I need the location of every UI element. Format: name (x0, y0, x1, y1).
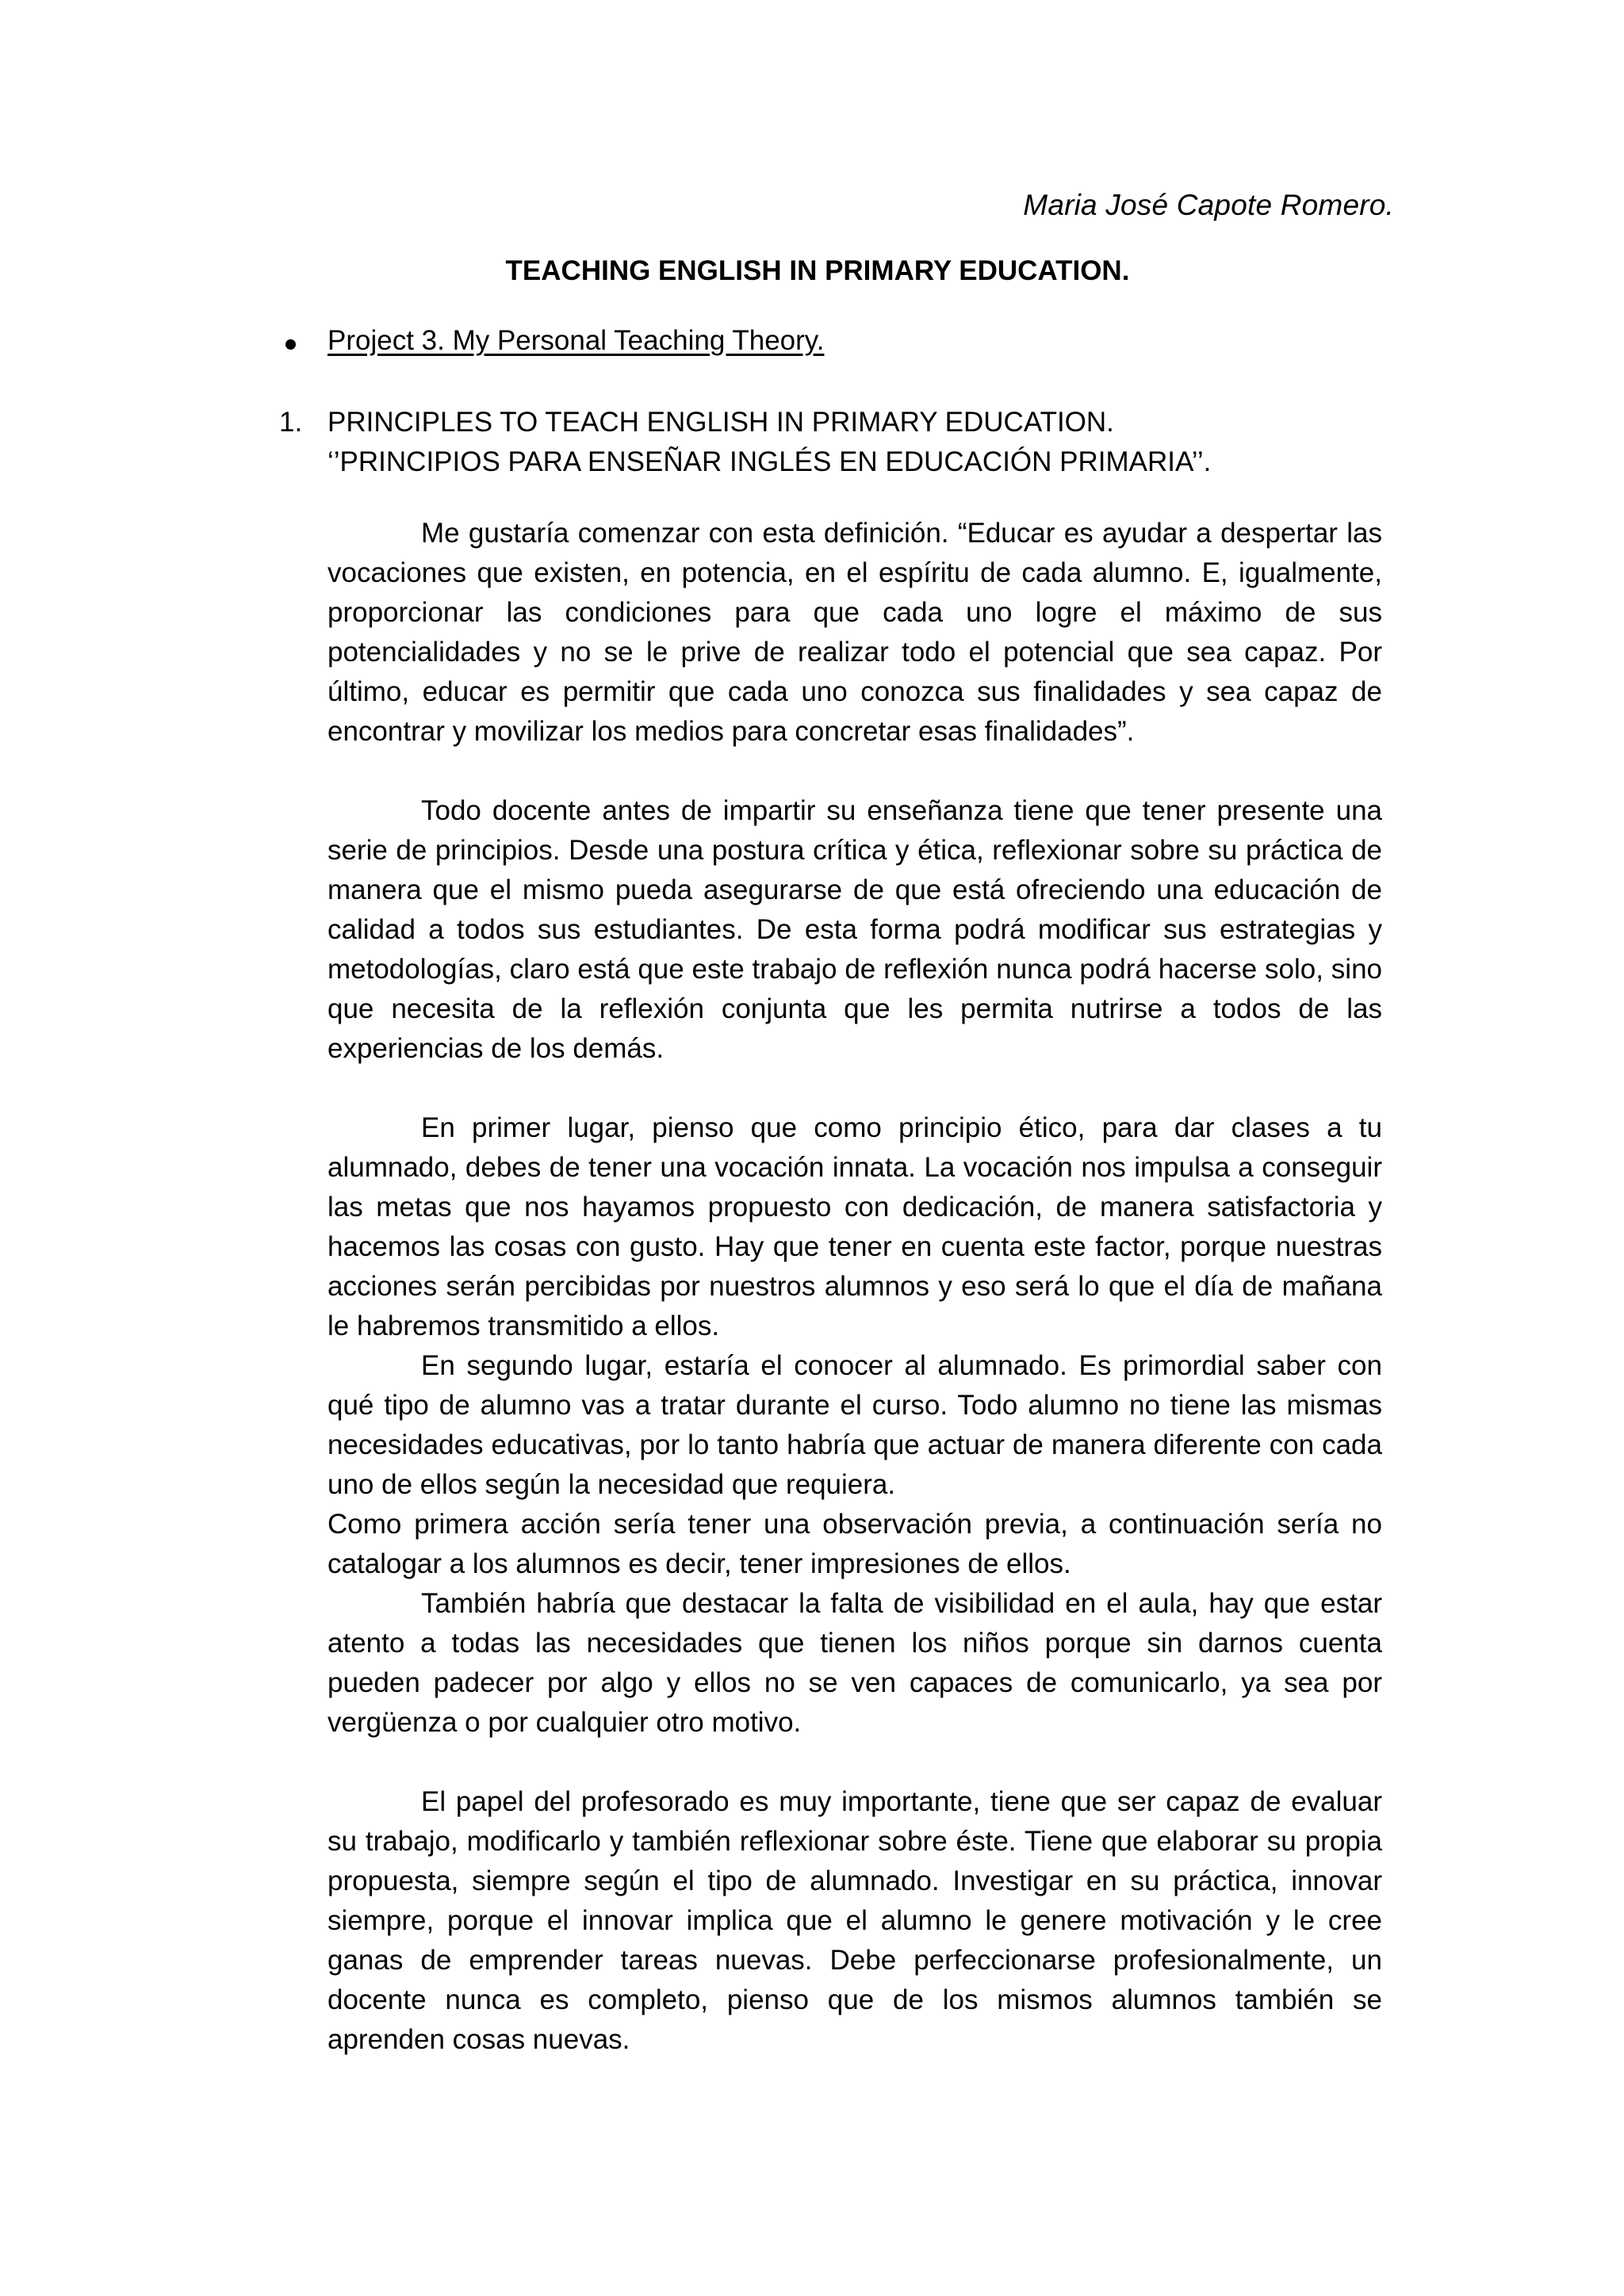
section-heading-english: PRINCIPLES TO TEACH ENGLISH IN PRIMARY EDUCATION. (327, 407, 1114, 438)
document-title: TEACHING ENGLISH IN PRIMARY EDUCATION. (505, 255, 1130, 286)
paragraph-teacher-role: El papel del profesorado es muy importante, tiene que ser capaz de evaluar su trabajo, modificarlo y también reflexionar sobre éste. Tiene que elaborar su propia propuesta, siempre según el tipo de alumnado. Investigar en su práctica, innovar siempre, porque el innovar implica que el alumno le genere motivación y le cree ganas de emprender tareas nuevas. Debe perfeccionarse profesionalmente, un docente nunca es completo, pienso que de los mismos alumnos también se aprenden cosas nuevas. (327, 1786, 1382, 2055)
paragraph-visibility: También habría que destacar la falta de visibilidad en el aula, hay que estar atento a todas las necesidades que tienen los niños porque sin darnos cuenta pueden padecer por algo y ellos no se ven capaces de comunicarlo, ya sea por vergüenza o por cualquier otro motivo. (327, 1588, 1382, 1738)
document-body (327, 514, 1382, 2060)
section-heading-spanish: ‘’PRINCIPIOS PARA ENSEÑAR INGLÉS EN EDUCACIÓN PRIMARIA’’. (327, 446, 1212, 477)
project-subtitle: Project 3. My Personal Teaching Theory. (327, 325, 825, 356)
paragraph-principles: Todo docente antes de impartir su enseñanza tiene que tener presente una serie de principios. Desde una postura crítica y ética, reflexionar sobre su práctica de manera que el mismo pueda asegurarse de que está ofreciendo una educación de calidad a todos sus estudiantes. De esta forma podrá modificar sus estrategias y metodologías, claro está que este trabajo de reflexión nunca podrá hacerse solo, sino que necesita de la reflexión conjunta que les permita nutrirse a todos de las experiencias de los demás. (327, 795, 1382, 1064)
bullet-dot-icon (285, 339, 296, 350)
paragraph-definition: Me gustaría comenzar con esta definición. “Educar es ayudar a despertar las vocaciones que existen, en potencia, en el espíritu de cada alumno. E, igualmente, proporcionar las condiciones para que cada uno logre el máximo de sus potencialidades y no se le prive de realizar todo el potencial que sea capaz. Por último, educar es permitir que cada uno conozca sus finalidades y sea capaz de encontrar y movilizar los medios para concretar esas finalidades”. (327, 518, 1382, 747)
paragraph-know-students: En segundo lugar, estaría el conocer al alumnado. Es primordial saber con qué tipo de alumno vas a tratar durante el curso. Todo alumno no tiene las mismas necesidades educativas, por lo tanto habría que actuar de manera diferente con cada uno de ellos según la necesidad que requiera. (327, 1350, 1382, 1500)
author-name: Maria José Capote Romero. (1023, 189, 1394, 221)
paragraph-vocation: En primer lugar, pienso que como principio ético, para dar clases a tu alumnado, debes de tener una vocación innata. La vocación nos impulsa a conseguir las metas que nos hayamos propuesto con dedicación, de manera satisfactoria y hacemos las cosas con gusto. Hay que tener en cuenta este factor, porque nuestras acciones serán percibidas por nuestros alumnos y eso será lo que el día de mañana le habremos transmitido a ellos. (327, 1112, 1382, 1341)
paragraph-first-action: Como primera acción sería tener una observación previa, a continuación sería no catalogar a los alumnos es decir, tener impresiones de ellos. (327, 1509, 1382, 1579)
section-number: 1. (279, 407, 303, 438)
